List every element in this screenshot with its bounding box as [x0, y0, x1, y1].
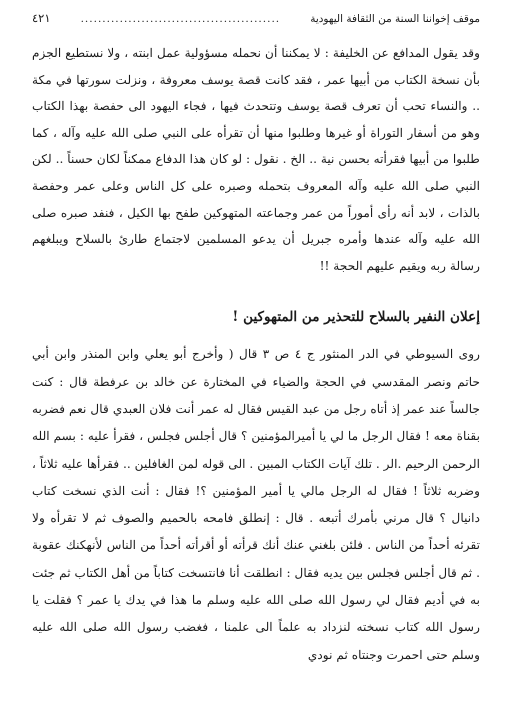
book-page — [32, 10, 480, 710]
body-paragraph-2: روى السيوطي في الدر المنثور ج ٤ ص ٣ قال ( وأخرج أبو يعلي وابن المنذر وابن أبي حاتم ونصر المقدسي في الحجة والضياء في المختارة عن خالد بن عرفطة قال : كنت جالساً عند عمر إذ أتاه رجل من عبد القيس فقال له عمر أنت فلان العبدي قال نعم فضربه بقناة معه ! فقال الرجل ما لي يا أميرالمؤمنين ؟ قال أجلس فجلس ، فقرأ عليه : بسم الله الرحمن الرحيم .الر . تلك آيات الكتاب المبين . الى قوله لمن الغافلين .. فقرأها عليه ثلاثاً ، وضربه ثلاثاً ! فقال له الرجل مالي يا أمير المؤمنين ؟! فقال : أنت الذي نسخت كتاب دانيال ؟ قال مرني بأمرك أتبعه . قال : إنطلق فامحه بالحميم والصوف ثم لا تقرأه ولا تقرئه أحداً من الناس . فلئن بلغني عنك أنك قرأته أو أقرأته أحداً من الناس لأنهكنك عقوبة . ثم قال أجلس فجلس بين يديه فقال : انطلقت أنا فانتسخت كتاباً من أهل الكتاب ثم جئت به في أديم فقال لي رسول الله صلى الله عليه وسلم ما هذا في يدك يا عمر ؟ فقلت يا رسول الله كتاب نسخته لنزداد به علماً الى علمنا ، فغضب رسول الله صلى الله عليه وسلم حتى احمرت وجنتاه ثم نودي — [32, 347, 480, 662]
header-dot-leader: .............................................. — [80, 13, 281, 25]
running-header-title: موقف إخواننا السنة من الثقافة اليهودية — [310, 13, 480, 25]
page-number: ٤٢١ — [32, 11, 51, 25]
body-paragraph-1: وقد يقول المدافع عن الخليفة : لا يمكننا أن نحمله مسؤولية عمل ابنته ، ولا نستطيع الجزم بأن نسخة الكتاب من أبيها عمر ، فقد كانت قصة يوسف معروفة ، ونزلت سورتها في مكة .. والنساء تحب أن تعرف قصة يوسف وتتحدث فيها ، فجاء اليهود الى حفصة بهذا الكتاب وهو من أسفار التوراة أو غيرها وطلبوا منها أن تقرأه على النبي صلى الله عليه وآله ، كما طلبوا من أبيها فقرأته بحسن نية .. الخ . نقول : لو كان هذا الدفاع ممكناً لكان حسناً .. لكن النبي صلى الله عليه وآله المعروف بتحمله وصبره على كل الناس وعلى عمر وحفصة بالذات ، لابد أنه رأى أموراً من عمر وجماعته المتهوكين طفح بها الكيل ، فنفد صبره صلى الله عليه وآله عندها وأمره جبريل أن يدعو المسلمين لاجتماع طارئ بالسلاح ويبلغهم رسالة ربه ويقيم عليهم الحجة !! — [32, 46, 480, 273]
section-heading: إعلان النفير بالسلاح للتحذير من المتهوكين ! — [232, 309, 480, 326]
running-header — [32, 10, 480, 26]
